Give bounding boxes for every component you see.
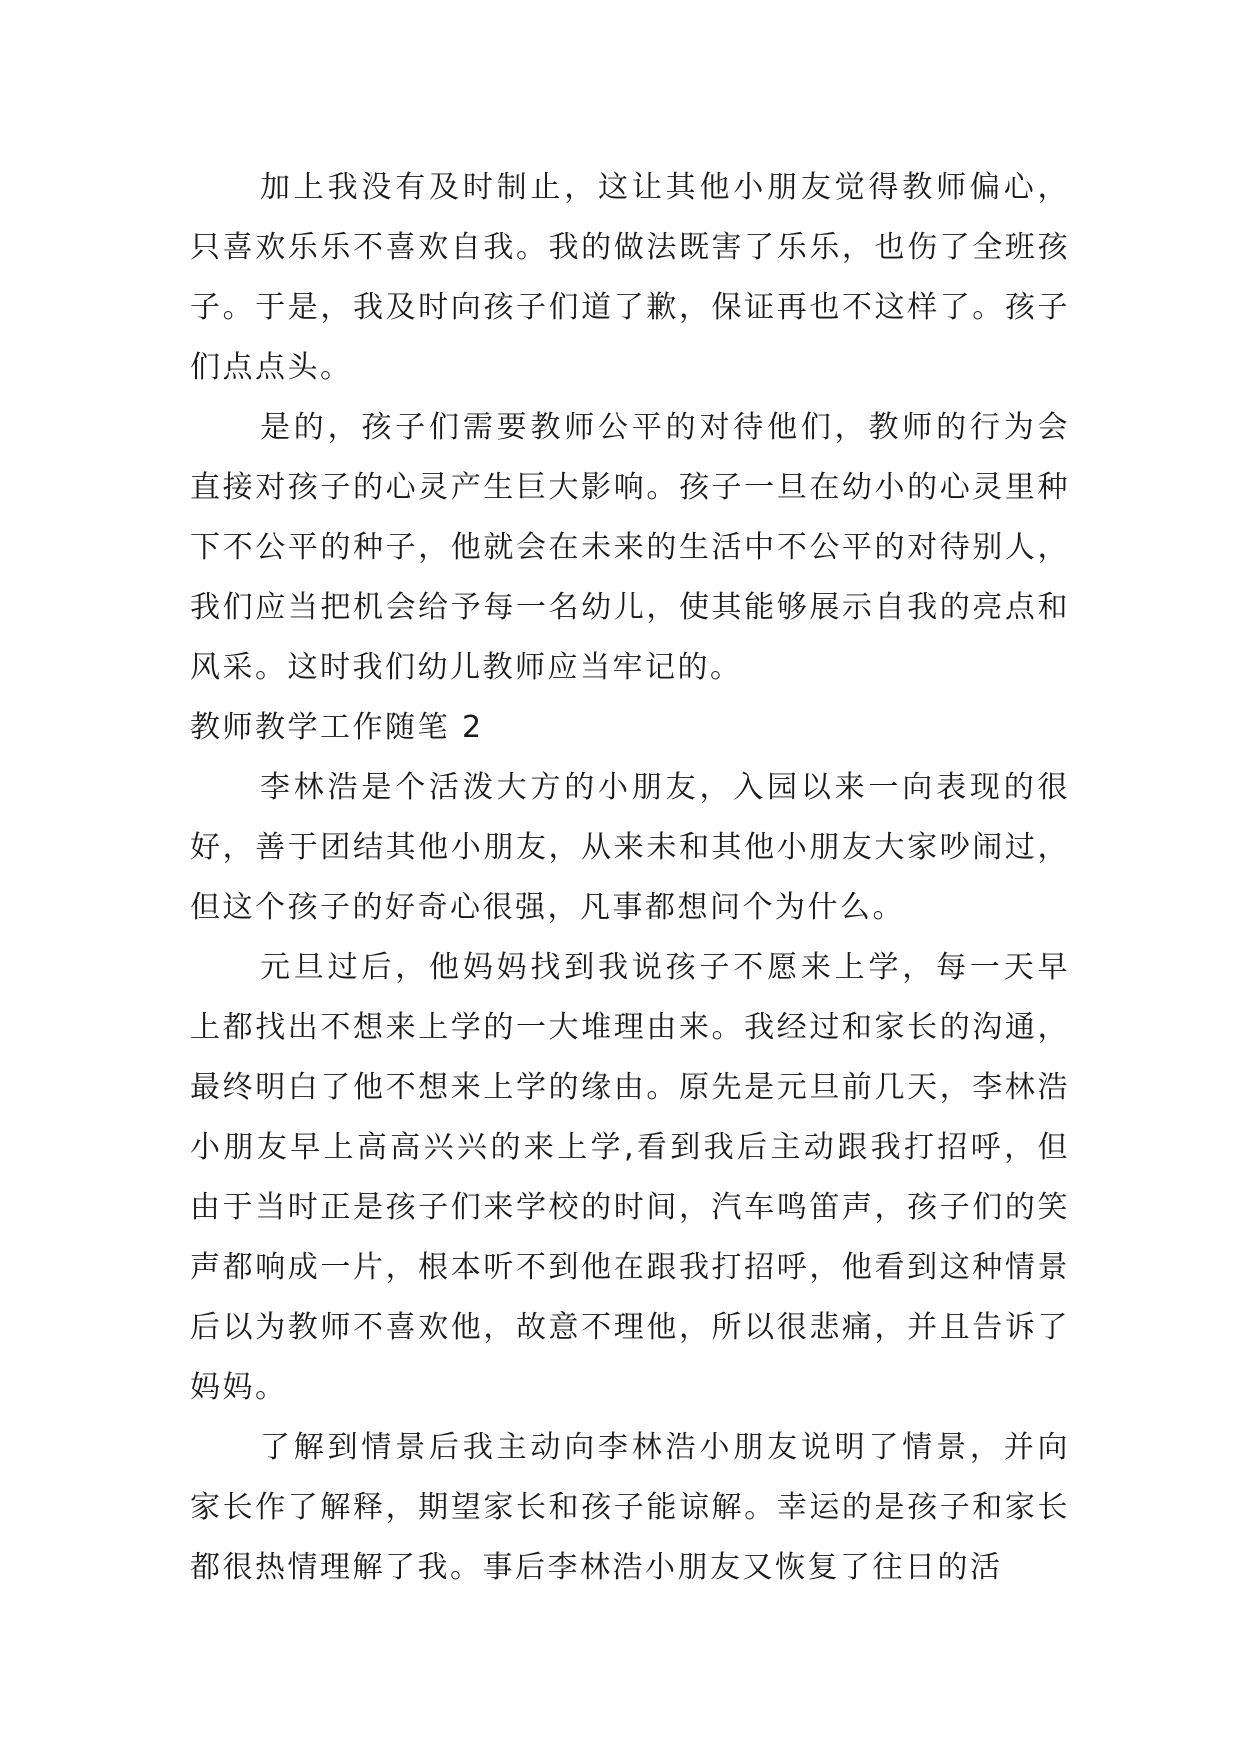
paragraph-1: 加上我没有及时制止，这让其他小朋友觉得教师偏心，只喜欢乐乐不喜欢自我。我的做法既害了乐乐，也伤了全班孩子。于是，我及时向孩子们道了歉，保证再也不这样了。孩子们点点头。: [190, 170, 1070, 385]
paragraph-3: 李林浩是个活泼大方的小朋友，入园以来一向表现的很好，善于团结其他小朋友，从来未和其他小朋友大家吵闹过，但这个孩子的好奇心很强，凡事都想问个为什么。: [190, 770, 1070, 925]
paragraph-2: 是的，孩子们需要教师公平的对待他们，教师的行为会直接对孩子的心灵产生巨大影响。孩子一旦在幼小的心灵里种下不公平的种子，他就会在未来的生活中不公平的对待别人，我们应当把机会给予每一名幼儿，使其能够展示自我的亮点和风采。这时我们幼儿教师应当牢记的。: [190, 410, 1070, 685]
paragraph-5: 了解到情景后我主动向李林浩小朋友说明了情景，并向家长作了解释，期望家长和孩子能谅解。幸运的是孩子和家长都很热情理解了我。事后李林浩小朋友又恢复了往日的活: [190, 1430, 1070, 1585]
section-heading: 教师教学工作随笔 2: [190, 710, 484, 745]
paragraph-4: 元旦过后，他妈妈找到我说孩子不愿来上学，每一天早上都找出不想来上学的一大堆理由来。我经过和家长的沟通，最终明白了他不想来上学的缘由。原先是元旦前几天，李林浩小朋友早上高高兴兴的来上学,看到我后主动跟我打招呼，但由于当时正是孩子们来学校的时间，汽车鸣笛声，孩子们的笑声都响成一片，根本听不到他在跟我打招呼，他看到这种情景后以为教师不喜欢他，故意不理他，所以很悲痛，并且告诉了妈妈。: [190, 950, 1070, 1405]
document-body: [190, 158, 1070, 1598]
